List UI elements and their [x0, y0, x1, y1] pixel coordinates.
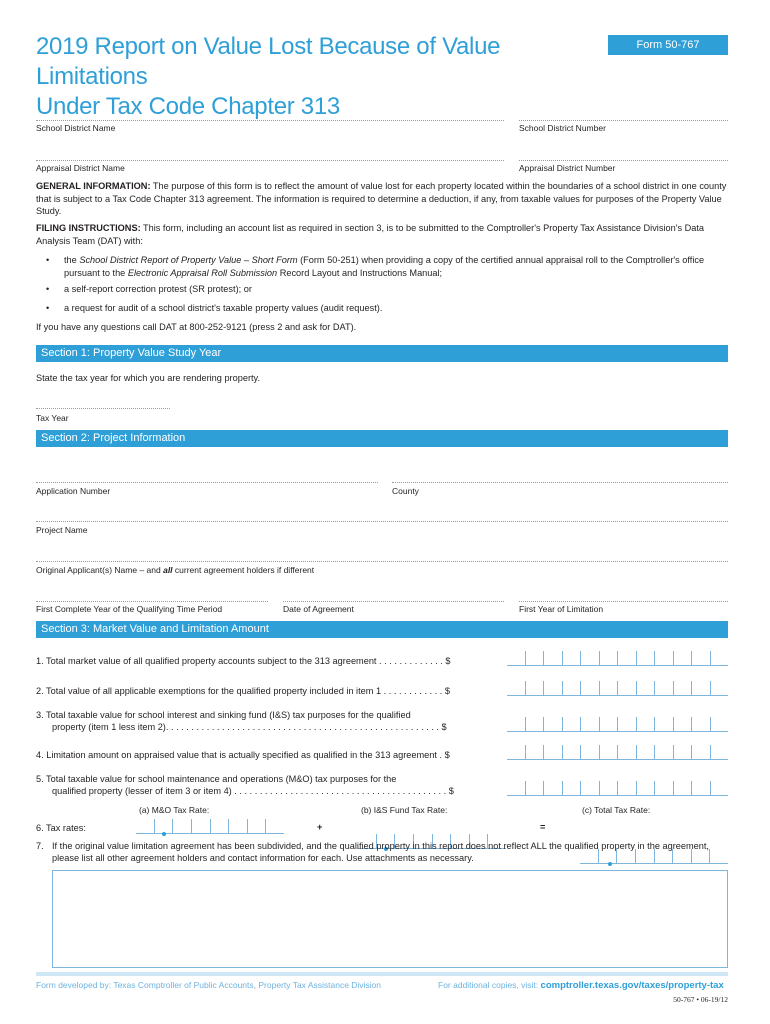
item-7-text: If the original value limitation agreement has been subdivided, and the qualified property in this report does not reflect ALL the qualified property in the agreement, please list all other agreement holders and contact information for each. Use attachments as necessary. — [52, 841, 709, 863]
is-tax-rate-label: (b) I&S Fund Tax Rate: — [361, 805, 448, 815]
agreement-holders-textarea[interactable] — [52, 870, 728, 968]
form-title — [36, 32, 596, 122]
footer-copies-text: For additional copies, visit: — [438, 980, 541, 990]
bullet1-italic-1: School District Report of Property Value – Short Form — [79, 255, 298, 265]
section-1-instruction: State the tax year for which you are rendering property. — [36, 373, 261, 383]
date-of-agreement-field[interactable] — [283, 601, 504, 602]
footer-form-code: 50-767 • 06-19/12 — [673, 995, 728, 1004]
application-number-field[interactable] — [36, 482, 378, 483]
plus-sign: + — [317, 822, 323, 832]
appraisal-district-name-label: Appraisal District Name — [36, 163, 125, 173]
item-1-amount-field[interactable] — [507, 651, 728, 666]
section-3-header: Section 3: Market Value and Limitation Amount — [36, 621, 728, 638]
title-line-2: Under Tax Code Chapter 313 — [36, 93, 340, 120]
applicants-label-bold: all — [163, 565, 173, 575]
item-7-number: 7. — [36, 841, 44, 851]
mo-tax-rate-field[interactable] — [136, 819, 284, 834]
bullet2-text: a self-report correction protest (SR protest); or — [64, 284, 252, 294]
item-5-text-line-2: qualified property (lesser of item 3 or item 4) . . . . . . . . . . . . . . . . . . . . . . . . . . . . . . . . . . . . . . . . . . $ — [52, 786, 454, 796]
item-3-text-line-2: property (item 1 less item 2). . . . . . . . . . . . . . . . . . . . . . . . . . . . . . . . . . . . . . . . . . . . . . . . . . . . . . $ — [52, 722, 447, 732]
item-4-amount-field[interactable] — [507, 745, 728, 760]
item-3-text-line-1: 3. Total taxable value for school interest and sinking fund (I&S) tax purposes for the qualified — [36, 710, 411, 720]
item-5-amount-field[interactable] — [507, 781, 728, 796]
bullet-icon: • — [46, 255, 50, 265]
equals-sign: = — [540, 822, 546, 832]
school-district-number-field[interactable] — [519, 120, 728, 121]
date-of-agreement-label: Date of Agreement — [283, 604, 354, 614]
filing-bullet-1 — [46, 254, 728, 279]
first-year-limitation-label: First Year of Limitation — [519, 604, 604, 614]
project-name-label: Project Name — [36, 525, 88, 535]
tax-year-field[interactable] — [36, 408, 170, 409]
general-text: The purpose of this form is to reflect the amount of value lost for each property located within the boundaries of a school district in one county that is subject to a Tax Code Chapter 313 agreement. The information is required to determine a deduction, if any, from taxable values for purposes of the Property Value Study. — [36, 181, 727, 216]
appraisal-district-name-field[interactable] — [36, 160, 504, 161]
project-name-field[interactable] — [36, 521, 728, 522]
item-1-text: 1. Total market value of all qualified property accounts subject to the 313 agreement . . . . . . . . . . . . . $ — [36, 656, 451, 666]
item-6-text: 6. Tax rates: — [36, 823, 86, 833]
applicants-label — [36, 565, 314, 575]
filing-bullet-3 — [46, 302, 728, 315]
appraisal-district-number-field[interactable] — [519, 160, 728, 161]
county-label: County — [392, 486, 419, 496]
item-4-text: 4. Limitation amount on appraised value that is actually specified as qualified in the 313 agreement . $ — [36, 750, 450, 760]
first-complete-year-field[interactable] — [36, 601, 268, 602]
first-complete-year-label: First Complete Year of the Qualifying Time Period — [36, 604, 223, 614]
section-2-header: Section 2: Project Information — [36, 430, 728, 447]
appraisal-district-number-label: Appraisal District Number — [519, 163, 616, 173]
applicants-field[interactable] — [36, 561, 728, 562]
filing-heading: FILING INSTRUCTIONS: — [36, 223, 141, 233]
bullet1-text-a: the — [64, 255, 80, 265]
bullet1-text-b: (Form 50-251) when providing a copy of the certified annual appraisal roll to the Comptroller's office pursuant to the — [64, 255, 705, 278]
tax-year-label: Tax Year — [36, 413, 69, 423]
bullet3-text: a request for audit of a school district's taxable property values (audit request). — [64, 303, 383, 313]
bullet1-italic-2: Electronic Appraisal Roll Submission — [127, 267, 278, 278]
title-line-1: 2019 Report on Value Lost Because of Value Limitations — [36, 33, 501, 90]
school-district-number-label: School District Number — [519, 123, 606, 133]
bullet-icon: • — [46, 284, 50, 294]
school-district-name-label: School District Name — [36, 123, 116, 133]
total-tax-rate-label: (c) Total Tax Rate: — [582, 805, 651, 815]
application-number-label: Application Number — [36, 486, 111, 496]
applicants-label-text: Original Applicant(s) Name – and — [36, 565, 164, 575]
school-district-name-field[interactable] — [36, 120, 504, 121]
general-heading: GENERAL INFORMATION: — [36, 181, 151, 191]
item-3-amount-field[interactable] — [507, 717, 728, 732]
footer-copies — [438, 980, 724, 991]
filing-bullet-2 — [46, 283, 728, 296]
item-5-text-line-1: 5. Total taxable value for school maintenance and operations (M&O) tax purposes for the — [36, 774, 397, 784]
footer-url-link[interactable]: comptroller.texas.gov/taxes/property-tax — [540, 980, 724, 991]
item-2-amount-field[interactable] — [507, 681, 728, 696]
county-field[interactable] — [392, 482, 728, 483]
first-year-limitation-field[interactable] — [519, 601, 728, 602]
form-number-badge: Form 50-767 — [608, 35, 728, 55]
general-information — [36, 180, 728, 218]
mo-tax-rate-label: (a) M&O Tax Rate: — [139, 805, 210, 815]
bullet-icon: • — [46, 303, 50, 313]
item-2-text: 2. Total value of all applicable exemptions for the qualified property included in item 1 . . . . . . . . . . . . $ — [36, 686, 451, 696]
filing-text: This form, including an account list as required in section 3, is to be submitted to the Comptroller's Property Tax Assistance Division's Data Analysis Team (DAT) with: — [36, 223, 704, 246]
questions-text: If you have any questions call DAT at 800-252-9121 (press 2 and ask for DAT). — [36, 322, 357, 332]
applicants-label-end: current agreement holders if different — [172, 565, 315, 575]
section-1-header: Section 1: Property Value Study Year — [36, 345, 728, 362]
bullet1-text-c: Record Layout and Instructions Manual; — [277, 267, 443, 278]
filing-instructions — [36, 222, 728, 247]
footer-divider — [36, 972, 728, 976]
footer-developed-by: Form developed by: Texas Comptroller of Public Accounts, Property Tax Assistance Division — [36, 980, 382, 990]
